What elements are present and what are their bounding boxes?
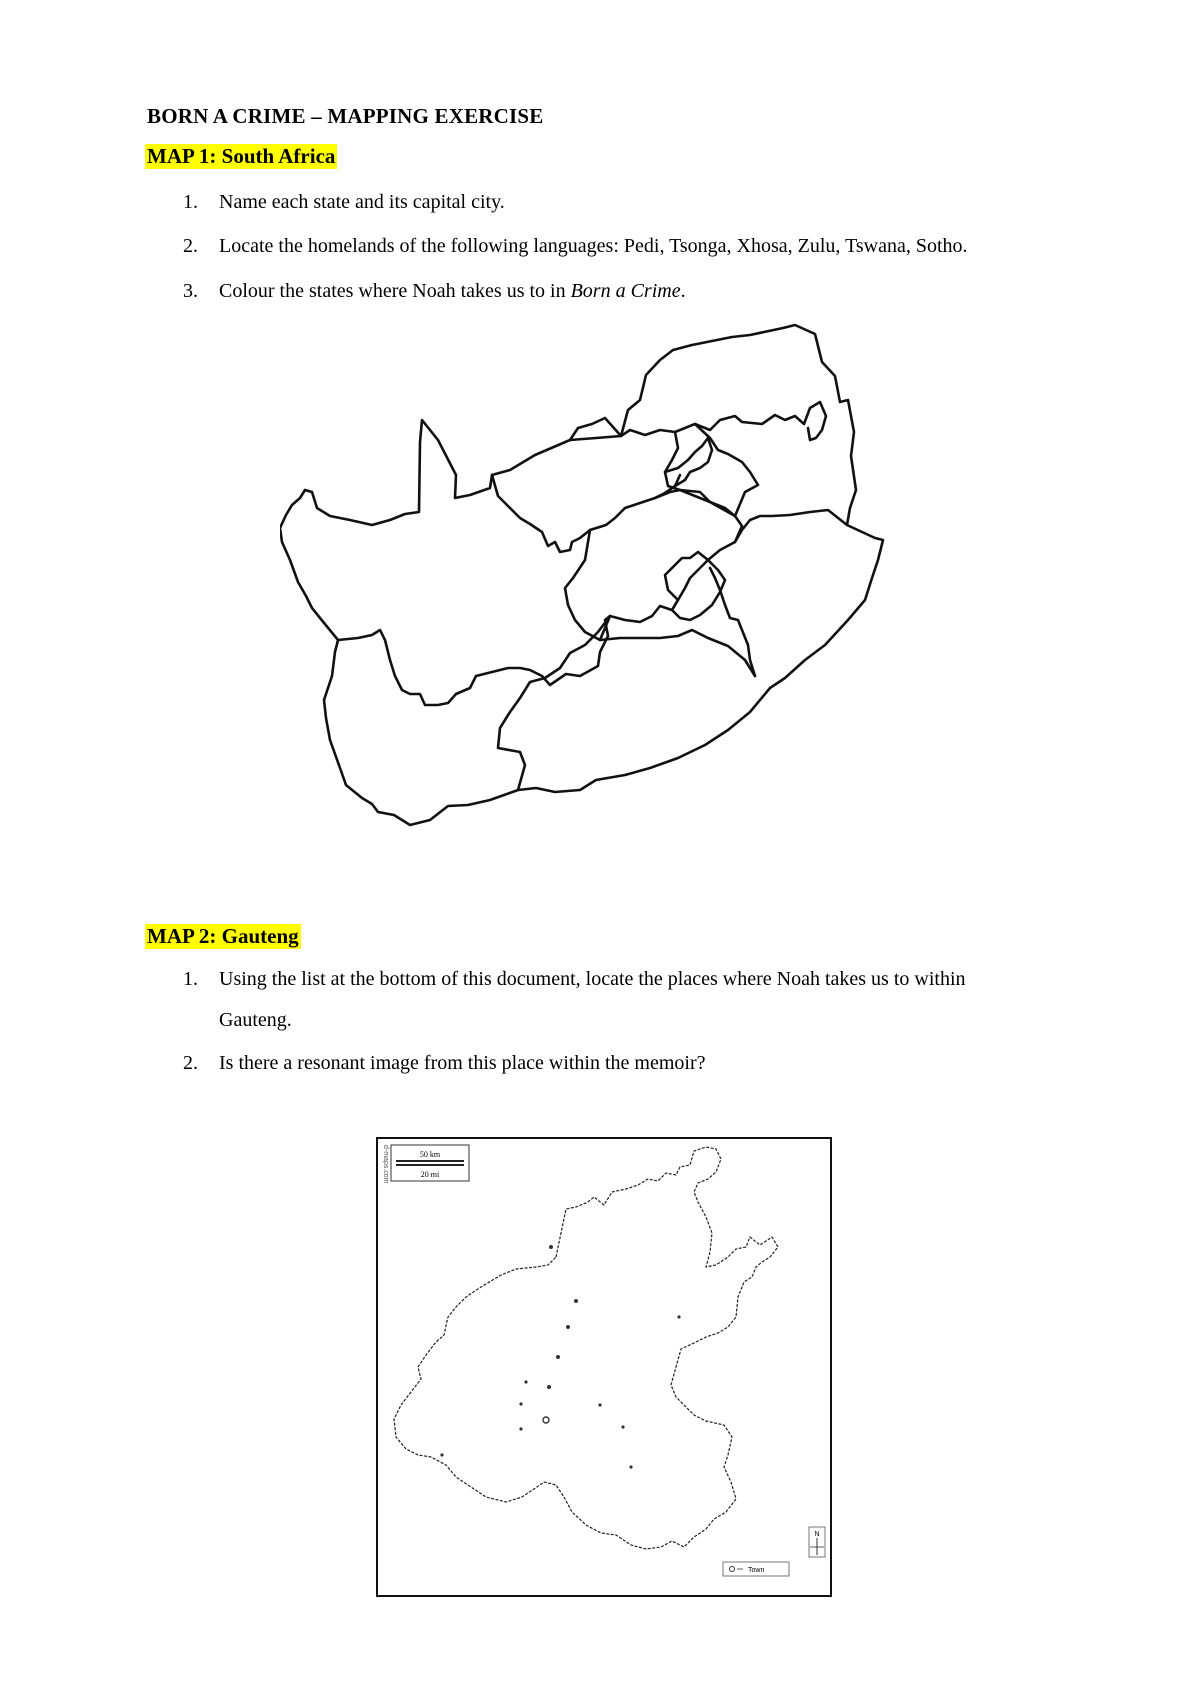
town-dot	[574, 1299, 578, 1303]
town-dot	[556, 1355, 560, 1359]
document-title: BORN A CRIME – MAPPING EXERCISE	[147, 104, 544, 128]
town-dot	[519, 1402, 522, 1405]
list-number: 2.	[183, 235, 198, 257]
town-dot	[547, 1385, 551, 1389]
map-frame	[377, 1138, 831, 1596]
town-dot	[566, 1325, 570, 1329]
list-number: 1.	[183, 968, 198, 990]
town-dot	[519, 1427, 522, 1430]
list-number: 3.	[183, 280, 198, 302]
town-dot	[524, 1380, 527, 1383]
town-dot	[677, 1315, 680, 1318]
map-credit: d-maps.com	[382, 1145, 389, 1184]
list-text-plain: Colour the states where Noah takes us to in	[219, 280, 571, 302]
list-text: Locate the homelands of the following languages: Pedi, Tsonga, Xhosa, Zulu, Tswana, Sotho.	[219, 235, 968, 257]
north-label: N	[814, 1531, 820, 1538]
town-dot	[440, 1453, 443, 1456]
town-dot	[549, 1245, 553, 1249]
capital-dot	[543, 1417, 549, 1423]
gauteng-map	[376, 1137, 832, 1597]
country-outline	[280, 325, 883, 825]
scale-mi-label: 20 mi	[420, 1170, 440, 1179]
list-text: Using the list at the bottom of this document, locate the places where Noah takes us to within	[219, 968, 966, 990]
map1-heading: MAP 1: South Africa	[147, 144, 336, 168]
list-text-continued: Gauteng.	[219, 1009, 292, 1031]
list-text-end: .	[680, 280, 686, 302]
lesotho-outline	[665, 552, 725, 620]
south-africa-map	[280, 320, 930, 900]
town-dot	[621, 1425, 624, 1428]
town-dot	[598, 1403, 601, 1406]
scale-km-label: 50 km	[419, 1150, 441, 1159]
town-dot	[629, 1465, 632, 1468]
list-text: Is there a resonant image from this place within the memoir?	[219, 1052, 706, 1074]
legend-label: Town	[748, 1567, 765, 1574]
book-title: Born a Crime	[570, 280, 681, 302]
map2-heading: MAP 2: Gauteng	[147, 924, 299, 948]
list-number: 1.	[183, 191, 198, 213]
list-text	[219, 279, 686, 303]
list-number: 2.	[183, 1052, 198, 1074]
list-text: Name each state and its capital city.	[219, 191, 505, 213]
